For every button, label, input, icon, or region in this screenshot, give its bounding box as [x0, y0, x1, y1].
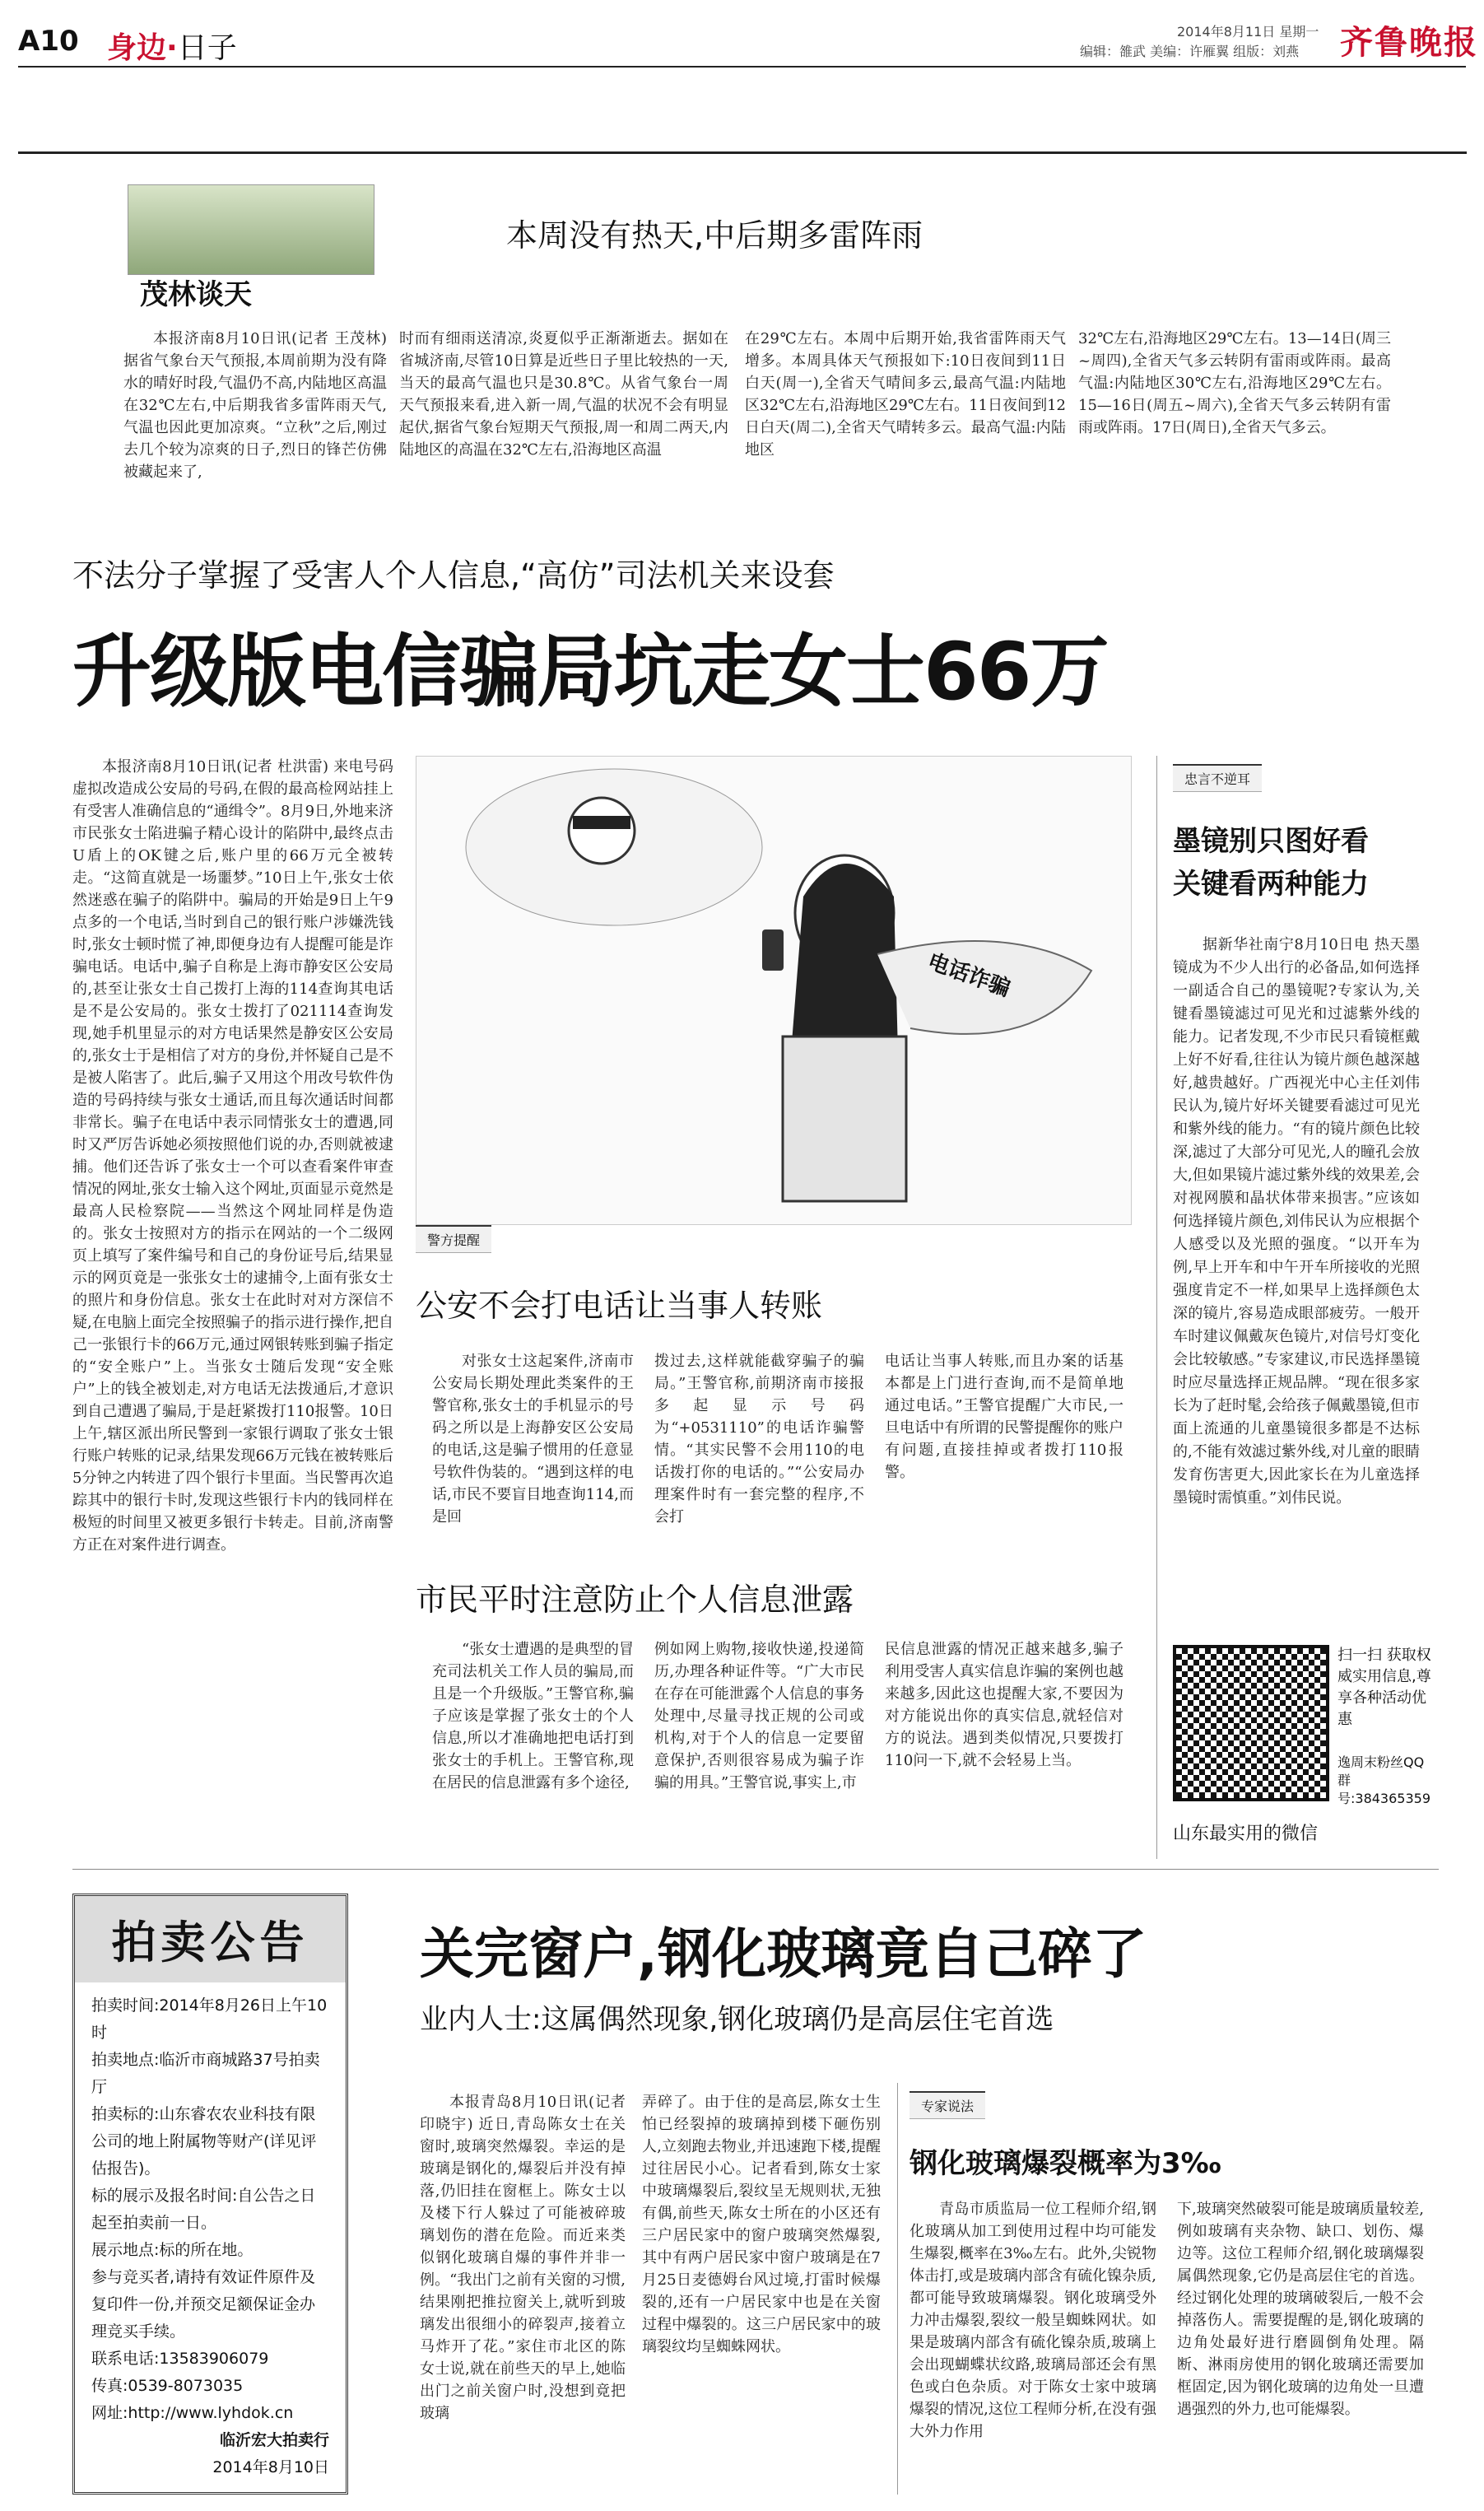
auction-line: 拍卖标的:山东睿农农业科技有限公司的地上附属物等财产(详见评估报告)。 — [91, 2105, 317, 2178]
header-rule — [18, 66, 1466, 68]
sidebar-headline — [1173, 820, 1369, 906]
tip-headline: 公安不会打电话让当事人转账 — [416, 1288, 823, 1324]
auction-body — [75, 1982, 346, 2491]
sidebar-tag: 忠言不逆耳 — [1173, 764, 1262, 792]
qr-fans: 逸周末粉丝QQ群号:384365359 — [1337, 1754, 1431, 1806]
section-rule — [18, 151, 1467, 154]
auction-notice — [72, 1894, 348, 2495]
weather-col-4: 32℃左右,沿海地区29℃左右。13—14日(周三~周四),全省天气多云转阴有雷雨或阵雨。最高气温:内陆地区30℃左右,沿海地区29℃左右。15—16日(周五~周六),全省天气多云转阴有雷雨或阵雨。17日(周日),全省天气多云。 — [1078, 330, 1391, 436]
cartoon-svg — [416, 757, 1133, 1226]
auction-date: 2014年8月10日 — [212, 2458, 329, 2476]
cartoon-caption: 电话诈骗 — [924, 948, 1014, 1002]
main-left-col: 本报济南8月10日讯(记者 杜洪雷) 来电号码虚拟改造成公安局的号码,在假的最高检网站挂上有受害人准确信息的“通缉令”。8月9日,外地来济市民张女士陷进骗子精心设计的陷阱中,最终点击U盾上的OK键之后,账户里的66万元全被转走。“这简直就是一场噩梦。”10日上午,张女士依然迷惑在骗子的陷阱中。骗局的开始是9日上午9点多的一个电话,当时到自己的银行账户涉嫌洗钱时,张女士顿时慌了神,即便身边有人提醒可能是诈骗电话。电话中,骗子自称是上海市静安区公安局的,甚至让张女士自己拨打上海的114查询其电话是不是公安局的。张女士拨打了021114查询发现,她手机里显示的对方电话果然是静安区公安局的,张女士于是相信了对方的身份,并怀疑自己是不是被人陷害了。此后,骗子又用这个用改号软件伪造的号码持续与张女士通话,而且每次通话时间都非常长。骗子在电话中表示同情张女士的遭遇,同时又严厉告诉她必须按照他们说的办,否则就被逮捕。他们还告诉了张女士一个可以查看案件审查情况的网址,张女士输入这个网址,页面显示竟然是最高人民检察院——当然这个网址同样是伪造的。张女士按照对方的指示在网站的一个二级网页上填写了案件编号和自己的身份证号后,结果显示的网页竟是一张张女士的逮捕令,上面有张女士的照片和身份信息。张女士在此时对对方深信不疑,在电脑上面完全按照骗子的指示进行操作,把自己一张银行卡的66万元,通过网银转账到骗子指定的“安全账户”上。当张女士随后发现“安全账户”上的钱全被划走,对方电话无法拨通后,才意识到自己遭遇了骗局,于是赶紧拨打110报警。10日上午,辖区派出所民警到一家银行调取了张女士银行账户转账的记录,结果发现66万元钱在被转账后5分钟之内转进了四个银行卡里面。当民警再次追踪其中的银行卡时,发现这些银行卡内的钱同样在极短的时间里又被更多银行卡转走。目前,济南警方正在对案件进行调查。 — [72, 758, 393, 1554]
sub-headline: 市民平时注意防止个人信息泄露 — [416, 1582, 854, 1618]
auction-line: 参与竞买者,请持有效证件原件及复印件一份,并预交足额保证金办理竞买手续。 — [91, 2268, 316, 2341]
expert-col-1: 青岛市质监局一位工程师介绍,钢化玻璃从加工到使用过程中均可能发生爆裂,概率在3‰左右。此外,尖锐物体击打,或是玻璃内部含有硫化镍杂质,都可能导致玻璃爆裂。钢化玻璃受外力冲击爆裂,裂纹一般呈蜘蛛网状。如果是玻璃内部含有硫化镍杂质,玻璃上会出现蝴蝶状纹路,玻璃局部还会有黑色或白色杂质。对于陈女士家中玻璃爆裂的情况,这位工程师分析,在没有强大外力作用 — [909, 2201, 1156, 2440]
auction-line: 标的展示及报名时间:自公告之日起至拍卖前一日。 — [91, 2187, 316, 2232]
sub-col-1: “张女士遭遇的是典型的冒充司法机关工作人员的骗局,而且是一个升级版。”王警官称,骗子应该是掌握了张女士的个人信息,所以才准确地把电话打到张女士的手机上。王警官称,现在居民的信息泄露有多个途径, — [432, 1641, 634, 1791]
weather-col-3: 在29℃左右。本周中后期开始,我省雷阵雨天气增多。本周具体天气预报如下:10日夜间到11日白天(周一),全省天气晴间多云,最高气温:内陆地区32℃左右,沿海地区29℃左右。11日夜间到12日白天(周二),全省天气晴转多云。最高气温:内陆地区 — [745, 330, 1066, 459]
weather-col-1: 本报济南8月10日讯(记者 王茂林) 据省气象台天气预报,本周前期为没有降水的晴好时段,气温仍不高,内陆地区高温在32℃左右,中后期我省多雷阵雨天气,气温也因此更加凉爽。“立秋”之后,刚过去几个较为凉爽的日子,烈日的锋芒仿佛被藏起来了, — [123, 330, 387, 481]
section-title — [107, 25, 237, 67]
glass-subhead: 业内人士:这属偶然现象,钢化玻璃仍是高层住宅首选 — [420, 2003, 1054, 2036]
weather-headline: 本周没有热天,中后期多雷阵雨 — [506, 217, 923, 254]
expert-headline: 钢化玻璃爆裂概率为3‰ — [909, 2147, 1221, 2180]
glass-col-1: 本报青岛8月10日讯(记者 印晓宇) 近日,青岛陈女士在关窗时,玻璃突然爆裂。幸运的是玻璃是钢化的,爆裂后并没有掉落,仍旧挂在窗框上。陈女士以及楼下行人躲过了可能被碎玻璃划伤的潜在危险。而近来类似钢化玻璃自爆的事件并非一例。“我出门之前有关窗的习惯,结果刚把推拉窗关上,就听到玻璃发出很细小的碎裂声,接着立马炸开了花。”家住市北区的陈女士说,就在前些天的早上,她临出门之前关窗户时,没想到竟把玻璃 — [420, 2094, 626, 2422]
columnist-photo — [128, 184, 374, 275]
section-dot: · — [166, 31, 178, 65]
tip-col-3: 电话让当事人转账,而且办案的话基本都是上门进行查询,而不是简单地通过电话。”王警官提醒广大市民,一旦电话中有所谓的民警提醒你的账户有问题,直接挂掉或者拨打110报警。 — [885, 1353, 1123, 1481]
weather-col-2: 时而有细雨送清凉,炎夏似乎正渐渐逝去。据如在省城济南,尽管10日算是近些日子里比较热的一天,当天的最高气温也只是30.8℃。从省气象台一周天气预报来看,进入新一周,气温的状况不会有明显起伏,据省气象台短期天气预报,周一和周二两天,内陆地区的高温在32℃左右,沿海地区高温 — [399, 330, 728, 459]
auction-line: 拍卖时间:2014年8月26日上午10时 — [91, 1996, 328, 2042]
glass-col-2: 弄碎了。由于住的是高层,陈女士生怕已经裂掉的玻璃掉到楼下砸伤别人,立刻跑去物业,并迅速跑下楼,提醒过往居民小心。记者看到,陈女士家中玻璃爆裂后,裂纹呈无规则状,无独有偶,前些天,陈女士所在的小区还有三户居民家中的窗户玻璃突然爆裂,其中有两户居民家中窗户玻璃是在7月25日麦德姆台风过境,打雷时候爆裂的,还有一户居民家中也是在关窗过程中爆裂的。这三户居民家中的玻璃裂纹均呈蜘蛛网状。 — [642, 2094, 881, 2355]
sidebar-body: 据新华社南宁8月10日电 热天墨镜成为不少人出行的必备品,如何选择一副适合自己的墨镜呢?专家认为,关键看墨镜滤过可见光和过滤紫外线的能力。记者发现,不少市民只看镜框戴上好不好看,往往认为镜片颜色越深越好,越贵越好。广西视光中心主任刘伟民认为,镜片好坏关键要看滤过可见光和紫外线的能力。“有的镜片颜色比较深,滤过了大部分可见光,人的瞳孔会放大,但如果镜片滤过紫外线的效果差,会对视网膜和晶状体带来损害。”应该如何选择镜片颜色,刘伟民认为应根据个人感受以及光照的强度。“以开车为例,早上开车和中午开车所接收的光照强度肯定不一样,如果早上选择颜色太深的镜片,容易造成眼部疲劳。一般开车时建议佩戴灰色镜片,对信号灯变化会比较敏感。”专家建议,市民选择墨镜时应尽量选择正规品牌。“现在很多家长为了赶时髦,会给孩子佩戴墨镜,但市面上流通的儿童墨镜很多都是不达标的,不能有效滤过紫外线,对儿童的眼睛发育伤害更大,因此家长在为儿童选择墨镜时需慎重。”刘伟民说。 — [1173, 936, 1420, 1507]
sidebar-divider — [1156, 756, 1157, 1859]
date-line: 2014年8月11日 星期一 — [1177, 24, 1319, 40]
tip-col-2: 拨过去,这样就能截穿骗子的骗局。”王警官称,前期济南市接报多起显示号码为“+0531110”的电话诈骗警情。“其实民警不会用110的电话拨打你的电话的。”“公安局办理案件时有一套完整的程序,不会打 — [654, 1353, 864, 1526]
tip-col-1: 对张女士这起案件,济南市公安局长期处理此类案件的王警官称,张女士的手机显示的号码之所以是上海静安区公安局的电话,这是骗子惯用的任意显号软件伪装的。“遇到这样的电话,市民不要盲目地查询114,而是回 — [432, 1353, 634, 1526]
section-sub: 日子 — [177, 31, 237, 65]
section-main: 身边 — [107, 31, 167, 65]
qr-code[interactable] — [1173, 1645, 1329, 1801]
main-kicker: 不法分子掌握了受害人个人信息,“高仿”司法机关来设套 — [72, 557, 835, 594]
qr-caption: 山东最实用的微信 — [1173, 1824, 1319, 1844]
glass-headline: 关完窗户,钢化玻璃竟自己碎了 — [420, 1922, 1147, 1986]
sub-col-3: 民信息泄露的情况正越来越多,骗子利用受害人真实信息诈骗的案例也越来越多,因此这也提醒大家,不要因为对方能说出你的真实信息,就轻信对方的说法。遇到类似情况,只要拨打110问一下,就不会轻易上当。 — [885, 1641, 1123, 1769]
expert-tag: 专家说法 — [909, 2091, 985, 2119]
sub-col-2: 例如网上购物,接收快递,投递简历,办理各种证件等。“广大市民在存在可能泄露个人信息的事务处理中,尽量寻找正规的公司或机构,对于个人的信息一定要留意保护,否则很容易成为骗子诈骗的用具。”王警官说,事实上,市 — [654, 1641, 864, 1791]
staff-line: 编辑：雒武 美编：许雁翼 组版：刘燕 — [1080, 44, 1300, 59]
auction-line: 展示地点:标的所在地。 — [91, 2241, 254, 2259]
newspaper-logo: 齐鲁晚报 — [1340, 23, 1478, 62]
auction-line: 拍卖地点:临沂市商城路37号拍卖厅 — [91, 2051, 320, 2096]
auction-signer: 临沂宏大拍卖行 — [219, 2431, 329, 2449]
sidebar-headline-line-2: 关键看两种能力 — [1173, 868, 1369, 901]
qr-text: 扫一扫 获取权威实用信息,尊享各种活动优惠 — [1337, 1647, 1431, 1728]
cartoon-illustration — [416, 756, 1132, 1225]
column-name: 茂林谈天 — [140, 278, 252, 311]
expert-col-2: 下,玻璃突然破裂可能是玻璃质量较差,例如玻璃有夹杂物、缺口、划伤、爆边等。这位工程师介绍,钢化玻璃爆裂属偶然现象,它仍是高层住宅的首选。经过钢化处理的玻璃破裂后,一般不会掉落伤人。需要提醒的是,钢化玻璃的边角处最好进行磨圆倒角处理。隔断、淋雨房使用的钢化玻璃还需要加框固定,因为钢化玻璃的边角处一旦遭遇强烈的外力,也可能爆裂。 — [1177, 2201, 1424, 2418]
auction-title: 拍卖公告 — [75, 1896, 346, 1982]
page-number: A10 — [18, 25, 79, 58]
auction-line: 传真:0539-8073035 — [91, 2377, 244, 2395]
expert-divider — [897, 2083, 898, 2495]
auction-line: 联系电话:13583906079 — [91, 2350, 269, 2368]
sidebar-headline-line-1: 墨镜别只图好看 — [1173, 825, 1369, 858]
auction-line: 网址:http://www.lyhdok.cn — [91, 2404, 294, 2422]
tip-tag: 警方提醒 — [416, 1225, 491, 1253]
main-headline: 升级版电信骗局坑走女士66万 — [72, 626, 1108, 718]
lower-rule — [72, 1869, 1439, 1870]
